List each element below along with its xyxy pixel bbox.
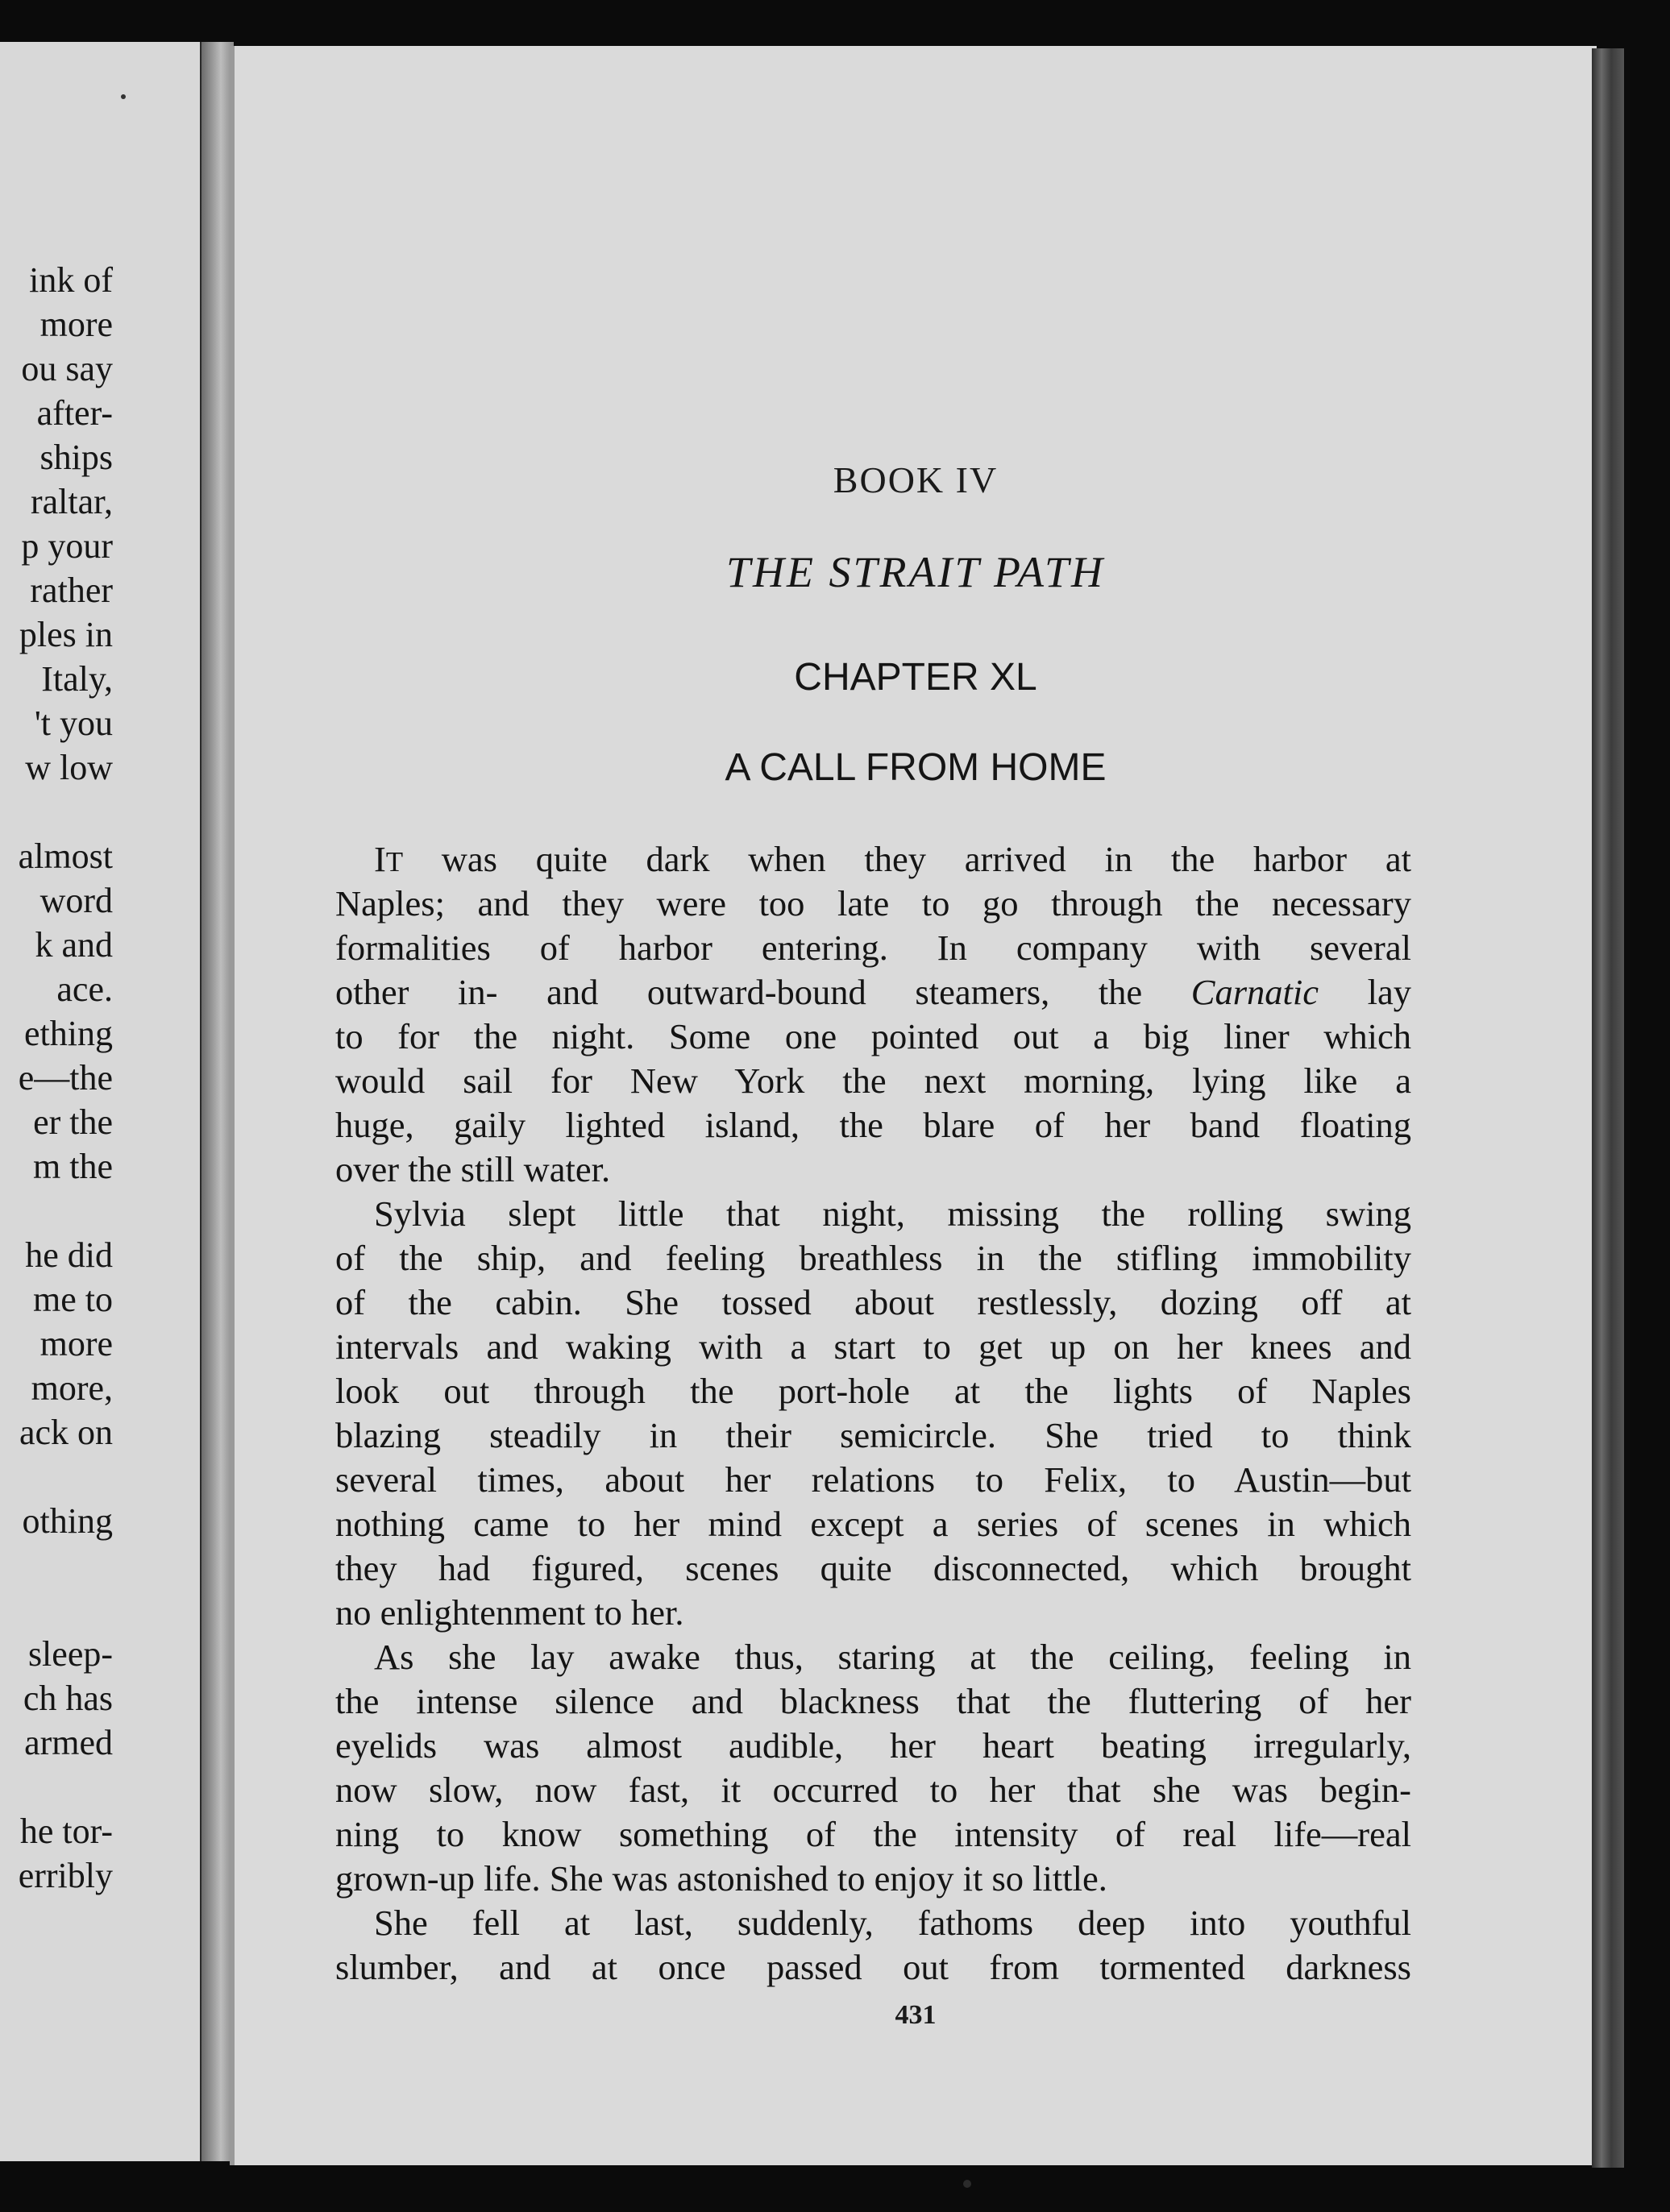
previous-page-line: 't you [34,703,113,743]
paragraph [335,1901,1411,1990]
paragraph [335,1635,1411,1901]
text-line: several times, about her relations to Felix, to Austin—but [335,1459,1411,1500]
previous-page-line: raltar, [30,482,113,521]
book-heading: BOOK IV [833,459,999,500]
text-line: IT was quite dark when they arrived in the harbor at [374,839,1411,879]
previous-page-line: ack on [19,1413,113,1452]
previous-page-line: m the [33,1147,113,1186]
text-line: they had figured, scenes quite disconnected, which brought [335,1548,1411,1588]
previous-page-line: after- [36,393,113,433]
previous-page-line [0,1765,113,1809]
text-line: formalities of harbor entering. In company with several [335,928,1411,968]
text-line: other in- and outward-bound steamers, the Carnatic lay [335,972,1411,1012]
previous-page-line [0,1455,113,1499]
ink-speck [121,94,126,99]
previous-page-line: othing [22,1501,113,1541]
previous-page-line: armed [24,1723,113,1762]
previous-page [0,42,200,2161]
previous-page-line: rather [30,571,113,610]
previous-page-line: he tor- [19,1812,113,1851]
previous-page-line: ou say [21,349,113,388]
previous-page-line: w low [25,748,113,787]
previous-page-line: ples in [19,615,113,654]
text-line: nothing came to her mind except a series of scenes in which [335,1504,1411,1544]
text-line: huge, gaily lighted island, the blare of her band floating [335,1105,1411,1145]
previous-page-line: ch has [23,1679,113,1718]
text-line: Naples; and they were too late to go through the necessary [335,883,1411,923]
text-line: to for the night. Some one pointed out a big liner which [335,1016,1411,1056]
text-line: intervals and waking with a start to get up on her knees and [335,1326,1411,1367]
previous-page-line: more [39,305,113,344]
previous-page-line: almost [18,836,113,876]
previous-page-line: k and [35,925,113,965]
text-line: ning to know something of the intensity of real life—real [335,1814,1411,1854]
paragraph [335,837,1411,1192]
right-page-edge [1592,48,1624,2168]
text-line: would sail for New York the next morning, lying like a [335,1060,1411,1101]
text-line: of the cabin. She tossed about restlessly, dozing off at [335,1282,1411,1322]
previous-page-line: word [39,881,113,920]
previous-page-text [0,258,113,1898]
previous-page-line: Italy, [41,659,113,699]
previous-page-line: erribly [18,1856,113,1895]
text-line: the intense silence and blackness that the fluttering of her [335,1681,1411,1721]
previous-page-line: more, [31,1368,113,1408]
chapter-number: CHAPTER XL [794,656,1037,699]
previous-page-line [0,1189,113,1233]
paragraph [335,1192,1411,1635]
previous-page-line: sleep- [27,1634,113,1674]
text-line: grown-up life. She was astonished to enjoy it so little. [335,1858,1107,1899]
part-title: THE STRAIT PATH [725,548,1106,596]
text-line: look out through the port-hole at the lights of Naples [335,1371,1411,1411]
page-number: 431 [895,2000,937,2030]
previous-page-line: me to [33,1280,113,1319]
previous-page-line: more [39,1324,113,1363]
text-line: She fell at last, suddenly, fathoms deep into youthful [374,1903,1411,1943]
previous-page-line: ships [39,438,113,477]
previous-page-line: ink of [29,260,113,300]
previous-page-line [0,1543,113,1587]
chapter-body [335,837,1411,1990]
text-line: now slow, now fast, it occurred to her that she was begin- [335,1770,1411,1810]
previous-page-line [0,790,113,834]
page-gutter [201,42,234,2161]
previous-page-line: ace. [56,969,113,1009]
previous-page-line: p your [21,526,113,566]
previous-page-line [0,1587,113,1632]
text-line: As she lay awake thus, staring at the ceiling, feeling in [374,1637,1411,1677]
text-line: over the still water. [335,1149,611,1189]
text-line: of the ship, and feeling breathless in the stifling immobility [335,1238,1411,1278]
previous-page-line: he did [25,1235,113,1275]
text-line: eyelids was almost audible, her heart beating irregularly, [335,1725,1411,1766]
previous-page-line: ething [24,1014,113,1053]
previous-page-line: e—the [18,1058,113,1098]
text-line: Sylvia slept little that night, missing the rolling swing [374,1193,1411,1234]
text-line: no enlightenment to her. [335,1592,684,1633]
chapter-title: A CALL FROM HOME [725,746,1107,789]
text-line: slumber, and at once passed out from tormented darkness [335,1947,1411,1987]
previous-page-line: er the [33,1102,113,1142]
ink-speck [963,2180,971,2188]
current-page [230,46,1597,2165]
text-line: blazing steadily in their semicircle. She tried to think [335,1415,1411,1455]
